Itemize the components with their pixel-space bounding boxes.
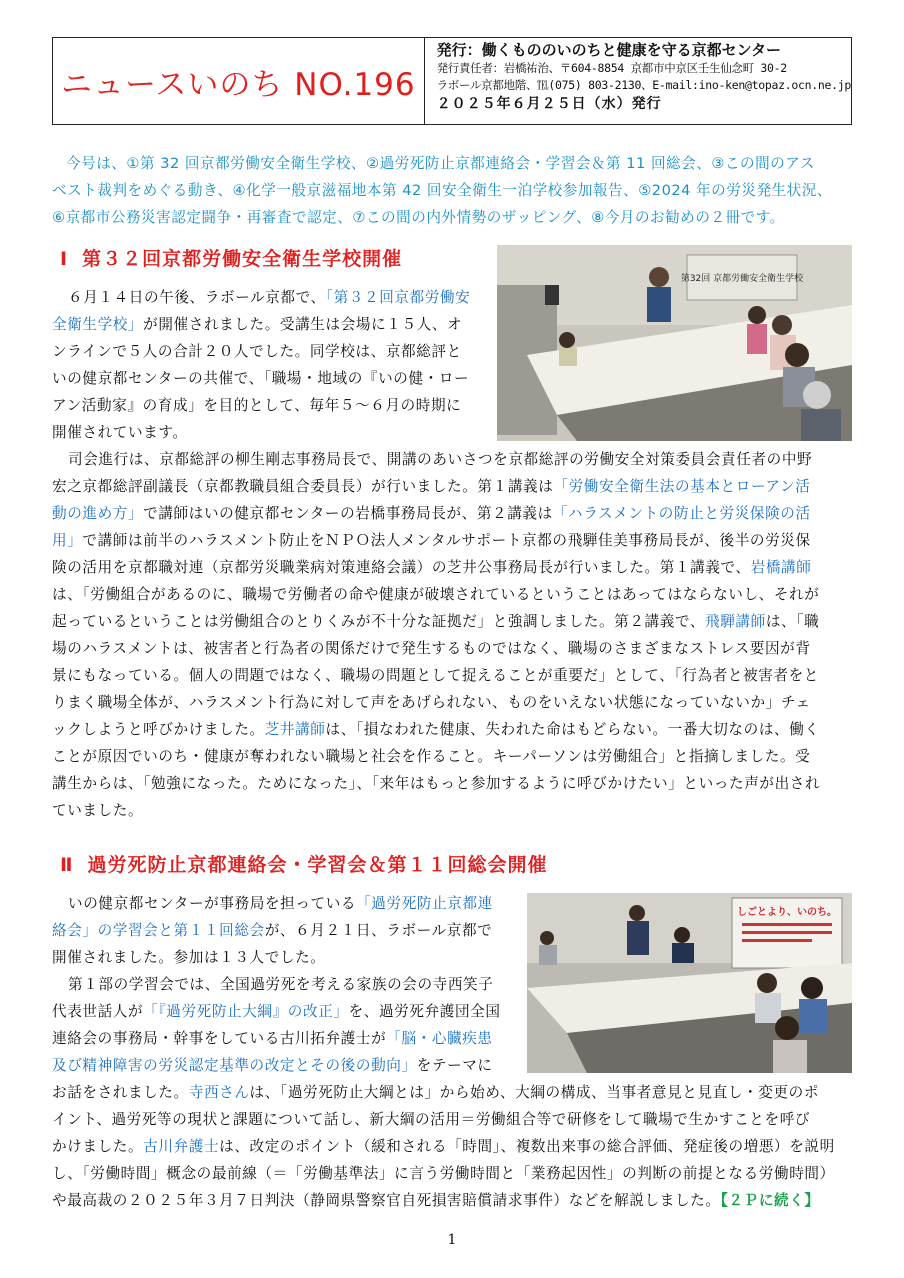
photo1-banner-text: 第32回 京都労働安全衛生学校: [680, 274, 804, 284]
text-line: 起っているということは労働組合のとりくみが不十分な証拠だ」と強調しました。第２講義で、飛騨講師は、「職: [52, 613, 820, 630]
text-line: ６月１４日の午後、ラボール京都で、「第３２回京都労働安: [68, 289, 471, 306]
section2-heading: [60, 850, 548, 877]
text-line: ンラインで５人の合計２０人でした。同学校は、京都総評と: [52, 343, 462, 360]
text-line: ックしようと呼びかけました。芝井講師は、「損なわれた健康、失われた命はもどらない。一番大切なのは、働く: [52, 721, 820, 738]
highlight-school-name: 全衛生学校」: [52, 316, 144, 333]
highlight-criteria: 及び精神障害の労災認定基準の改定とその後の動向」: [52, 1057, 417, 1074]
seminar-photo-image: [497, 245, 852, 441]
intro-line: ベスト裁判をめぐる動き、④化学一般京滋福地本第 42 回安全衛生一泊学校参加報告、⑤2024 年の労災発生状況、: [52, 182, 832, 199]
intro-line: 今号は、①第 32 回京都労働安全衛生学校、②過労死防止京都連絡会・学習会＆第 11 回総会、③この間のアス: [66, 155, 815, 172]
meeting-photo-image: [527, 893, 852, 1073]
issue-date: ２０２５年６月２５日（水）発行: [436, 96, 662, 112]
text-line: ていました。: [52, 802, 144, 819]
text-line: 開催されました。参加は１３人でした。: [52, 949, 326, 966]
text-line: 景にもなっている。個人の問題ではなく、職場の問題として捉えることが重要だ」として、「行為者と被害者をと: [52, 667, 820, 684]
section1-body-full: [52, 446, 852, 824]
highlight-lecture2: 用」: [52, 532, 83, 549]
highlight-teranishi: 寺西さん: [188, 1084, 250, 1101]
section2-number: Ⅱ: [60, 854, 74, 876]
text-line: かけました。古川弁護士は、改定のポイント（緩和される「時間」、複数出来事の総合評価、発症後の増悪）を説明: [52, 1138, 835, 1155]
section2-body-wrapped: [52, 890, 522, 1079]
contact-info: ラボール京都地階、℡(075) 803-2130、E-mail:ino-ken@topaz.ocn.ne.jp: [436, 78, 851, 92]
highlight-liaison: 絡会」の学習会と第１１回総会: [52, 922, 265, 939]
text-line: お話をされました。寺西さんは、「過労死防止大綱とは」から始め、大綱の構成、当事者意見と見直し・変更のポ: [52, 1084, 820, 1101]
highlight-liaison: 「過労死防止京都連: [356, 895, 493, 912]
masthead-info-cell: [425, 38, 851, 124]
text-line: や最高裁の２０２５年３月７日判決（静岡県警察官自死損害賠償請求事件）などを解説しました。【２Ｐに続く】: [52, 1192, 820, 1209]
continued-on-page-2: 【２Ｐに続く】: [720, 1192, 820, 1209]
text-line: 険の活用を京都職対連（京都労災職業病対策連絡会議）の芝井公事務局長が行いました。第１講義で、岩橋講師: [52, 559, 812, 576]
section1-heading: [60, 244, 402, 271]
text-line: 用」で講師は前半のハラスメント防止をＮＰＯ法人メンタルサポート京都の飛騨佳美事務局長が、後半の労災保: [52, 532, 811, 549]
text-line: 開催されています。: [52, 424, 188, 441]
text-line: 宏之京都総評副議長（京都教職員組合委員長）が行いました。第１講義は「労働安全衛生法の基本とローアン活: [52, 478, 811, 495]
text-line: は、「労働組合があるのに、職場で労働者の命や健康が破壊されているということはあってはならないし、それが: [52, 586, 820, 603]
text-line: アン活動家』の育成」を目的として、毎年５～６月の時期に: [52, 397, 462, 414]
masthead: [52, 37, 852, 125]
text-line: し、「労働時間」概念の最前線（＝「労働基準法」に言う労働時間と「業務起因性」の判断の前提となる労働時間）: [52, 1165, 835, 1182]
section2-title: 過労死防止京都連絡会・学習会＆第１１回総会開催: [87, 854, 548, 876]
section2-body-full: [52, 1079, 852, 1214]
issue-contents-intro: [52, 150, 852, 231]
highlight-hida: 飛騨講師: [705, 613, 766, 630]
text-line: 絡会」の学習会と第１１回総会が、６月２１日、ラボール京都で: [52, 922, 493, 939]
intro-line: ⑥京都市公務災害認定闘争・再審査で認定、⑦この間の内外情勢のザッピング、⑧今月のお勧めの２冊です。: [52, 209, 785, 226]
highlight-lecture1: 「労働安全衛生法の基本とローアン活: [553, 478, 811, 495]
text-line: 及び精神障害の労災認定基準の改定とその後の動向」をテーマに: [52, 1057, 493, 1074]
highlight-lecture2: 「ハラスメントの防止と労災保険の活: [552, 505, 811, 522]
text-line: 全衛生学校」が開催されました。受講生は会場に１５人、オ: [52, 316, 463, 333]
highlight-shibai: 芝井講師: [264, 721, 326, 738]
highlight-furukawa: 古川弁護士: [143, 1138, 220, 1155]
highlight-school-name: 「第３２回京都労働安: [325, 289, 471, 306]
text-line: イント、過労死等の現状と課題について話し、新大綱の活用＝労働組合等で研修をして職場で生かすことを呼び: [52, 1111, 811, 1128]
text-line: ことが原因でいのち・健康が奪われない職場と社会を作ること。キーパーソンは労働組合」と指摘しました。受: [52, 748, 811, 765]
newsletter-title: ニュースいのち NO.196: [60, 66, 416, 103]
seminar-photo: [497, 245, 852, 441]
text-line: りまく職場全体が、ハラスメント行為に対して声をあげられない、ものをいえない状態になっていないか」チェ: [52, 694, 811, 711]
text-line: 連絡会の事務局・幹事をしている古川拓弁護士が「脳・心臓疾患: [52, 1030, 493, 1047]
text-line: 講生からは、「勉強になった。ためになった」、「来年はもっと参加するように呼びかけたい」といった声が出され: [52, 775, 821, 792]
meeting-photo: [527, 893, 852, 1073]
publisher: 発行：働くもののいのちと健康を守る京都センター: [436, 41, 781, 59]
responsible-person: 発行責任者：岩橋祐治、〒604-8854 京都市中京区壬生仙念町 30-2: [436, 61, 787, 75]
section1-number: Ⅰ: [60, 248, 69, 270]
text-line: 第１部の学習会では、全国過労死を考える家族の会の寺西笑子: [68, 976, 494, 993]
text-line: 場のハラスメントは、被害者と行為者の関係だけで発生するものではなく、職場のさまざまなストレス要因が背: [52, 640, 811, 657]
text-line: いの健京都センターが事務局を担っている「過労死防止京都連: [68, 895, 493, 912]
section1-title: 第３２回京都労働安全衛生学校開催: [82, 248, 403, 270]
text-line: 動の進め方」で講師はいの健京都センターの岩橋事務局長が、第２講義は「ハラスメントの防止と労災保険の活: [52, 505, 811, 522]
masthead-title-cell: [53, 38, 425, 124]
photo2-banner-text: しごとより、いのち。: [737, 907, 837, 918]
text-line: いの健京都センターの共催で、「職場・地域の『いの健・ロー: [52, 370, 470, 387]
highlight-criteria: 「脳・心臓疾患: [386, 1030, 493, 1047]
highlight-outline-revision: 「『過労死防止大綱』の改正」: [143, 1003, 349, 1020]
page-number: 1: [447, 1232, 457, 1248]
text-line: 司会進行は、京都総評の柳生剛志事務局長で、開講のあいさつを京都総評の労働安全対策委員会責任者の中野: [68, 451, 813, 468]
text-line: 代表世話人が「『過労死防止大綱』の改正」を、過労死弁護団全国: [52, 1003, 501, 1020]
section1-body-wrapped: [52, 284, 492, 446]
highlight-iwahashi: 岩橋講師: [750, 559, 812, 576]
highlight-lecture1: 動の進め方」: [52, 505, 144, 522]
